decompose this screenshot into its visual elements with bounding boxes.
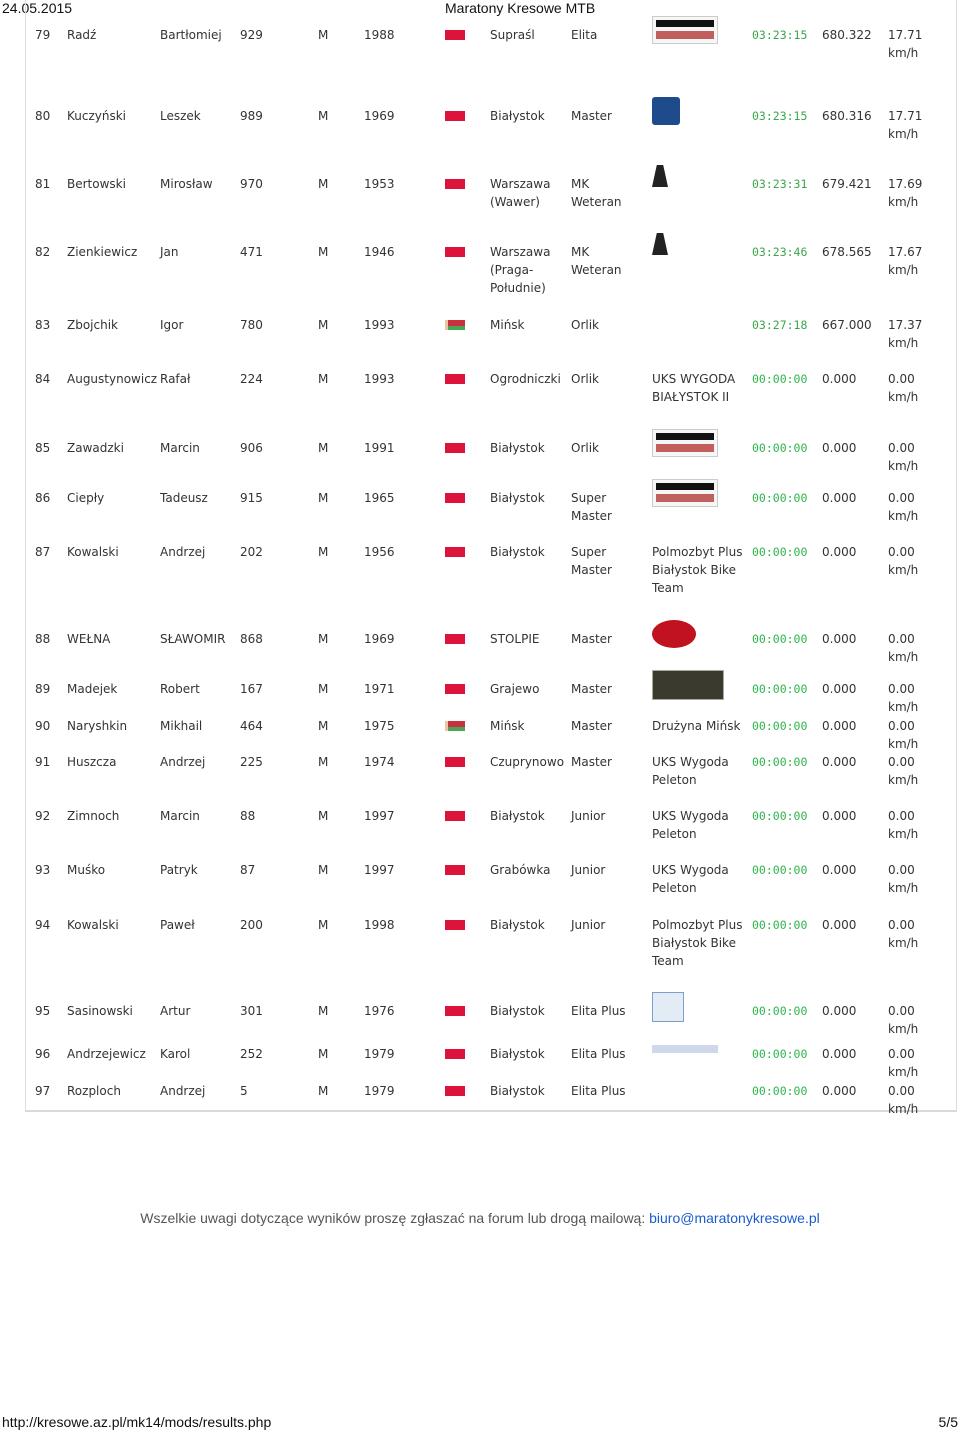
sprint-sbr-bank-logo <box>652 429 718 457</box>
position-cell: 93 <box>35 863 51 877</box>
country-flag-cell <box>445 757 465 767</box>
last-name-cell: Kowalski <box>67 918 119 932</box>
avg-speed-cell: 0.00 km/h <box>888 918 919 950</box>
birth-year-cell: 1976 <box>364 1004 395 1018</box>
points-cell: 0.000 <box>822 441 857 455</box>
finish-time-cell: 00:00:00 <box>752 1047 808 1061</box>
bib-number-cell: 906 <box>240 441 263 455</box>
birth-year-cell: 1993 <box>364 372 395 386</box>
finish-time-cell: 00:00:00 <box>752 863 808 877</box>
finish-time-cell: 03:23:15 <box>752 109 808 123</box>
obst-logo <box>652 620 696 648</box>
points-cell: 0.000 <box>822 1004 857 1018</box>
avg-speed-cell: 0.00 km/h <box>888 863 919 895</box>
last-name-cell: Kowalski <box>67 545 119 559</box>
country-flag-cell <box>445 811 465 821</box>
first-name-cell: Rafał <box>160 372 191 386</box>
position-cell: 84 <box>35 372 51 386</box>
bib-number-cell: 225 <box>240 755 263 769</box>
first-name-cell: SŁAWOMIR <box>160 632 226 646</box>
sex-cell: M <box>318 109 329 123</box>
points-cell: 0.000 <box>822 1084 857 1098</box>
olympic-sport-romet-logo <box>652 1045 718 1053</box>
team-logo-cell <box>652 620 696 648</box>
finish-time-cell: 03:23:15 <box>752 28 808 42</box>
finish-time-cell: 00:00:00 <box>752 1004 808 1018</box>
birth-year-cell: 1969 <box>364 632 395 646</box>
points-cell: 680.322 <box>822 28 872 42</box>
country-flag-cell <box>445 920 465 930</box>
first-name-cell: Tadeusz <box>160 491 208 505</box>
birth-year-cell: 1988 <box>364 28 395 42</box>
poland-flag-icon <box>445 443 465 453</box>
team-cell: Drużyna Mińsk <box>652 719 741 733</box>
country-flag-cell <box>445 547 465 557</box>
team-cell: UKS Wygoda Peleton <box>652 809 729 841</box>
country-flag-cell <box>445 179 465 189</box>
sex-cell: M <box>318 28 329 42</box>
sex-cell: M <box>318 1004 329 1018</box>
country-flag-cell <box>445 493 465 503</box>
category-cell: MK Weteran <box>571 177 622 209</box>
bib-number-cell: 167 <box>240 682 263 696</box>
team-logo-cell <box>652 429 718 457</box>
team-logo-cell <box>652 992 684 1022</box>
last-name-cell: Muśko <box>67 863 106 877</box>
category-cell: Elita <box>571 28 598 42</box>
city-cell: STOLPIE <box>490 632 540 646</box>
country-flag-cell <box>445 721 465 731</box>
country-flag-cell <box>445 30 465 40</box>
points-cell: 0.000 <box>822 719 857 733</box>
position-cell: 97 <box>35 1084 51 1098</box>
points-cell: 679.421 <box>822 177 872 191</box>
team-cell: UKS Wygoda Peleton <box>652 755 729 787</box>
country-flag-cell <box>445 374 465 384</box>
bib-number-cell: 780 <box>240 318 263 332</box>
category-cell: Elita Plus <box>571 1004 626 1018</box>
category-cell: Master <box>571 109 612 123</box>
finish-time-cell: 03:23:31 <box>752 177 808 191</box>
position-cell: 96 <box>35 1047 51 1061</box>
print-title: Maratony Kresowe MTB <box>445 0 596 16</box>
avg-speed-cell: 17.71 km/h <box>888 109 923 141</box>
team-logo-cell <box>652 16 718 44</box>
position-cell: 95 <box>35 1004 51 1018</box>
first-name-cell: Marcin <box>160 809 200 823</box>
points-cell: 0.000 <box>822 755 857 769</box>
category-cell: Junior <box>571 809 606 823</box>
birth-year-cell: 1969 <box>364 109 395 123</box>
cyclist-logo <box>652 165 668 187</box>
team-logo-cell <box>652 479 718 507</box>
points-cell: 678.565 <box>822 245 872 259</box>
last-name-cell: Zbojchik <box>67 318 118 332</box>
city-cell: Białystok <box>490 1084 545 1098</box>
city-cell: Mińsk <box>490 719 525 733</box>
first-name-cell: Artur <box>160 1004 191 1018</box>
poland-flag-icon <box>445 493 465 503</box>
bib-number-cell: 471 <box>240 245 263 259</box>
birth-year-cell: 1956 <box>364 545 395 559</box>
first-name-cell: Robert <box>160 682 200 696</box>
sprint-sbr-bank-logo <box>652 16 718 44</box>
last-name-cell: Zienkiewicz <box>67 245 138 259</box>
team-cell: UKS WYGODA BIAŁYSTOK II <box>652 372 736 404</box>
position-cell: 88 <box>35 632 51 646</box>
finish-time-cell: 03:23:46 <box>752 245 808 259</box>
poland-flag-icon <box>445 179 465 189</box>
poland-flag-icon <box>445 1049 465 1059</box>
category-cell: Super Master <box>571 545 612 577</box>
last-name-cell: WEŁNA <box>67 632 111 646</box>
print-page-number: 5/5 <box>938 1414 958 1430</box>
finish-time-cell: 00:00:00 <box>752 918 808 932</box>
sex-cell: M <box>318 177 329 191</box>
points-cell: 0.000 <box>822 372 857 386</box>
sex-cell: M <box>318 755 329 769</box>
avg-speed-cell: 0.00 km/h <box>888 1047 919 1079</box>
finish-time-cell: 00:00:00 <box>752 809 808 823</box>
category-cell: Orlik <box>571 372 599 386</box>
position-cell: 82 <box>35 245 51 259</box>
city-cell: Warszawa (Wawer) <box>490 177 551 209</box>
sex-cell: M <box>318 918 329 932</box>
category-cell: Orlik <box>571 318 599 332</box>
points-cell: 0.000 <box>822 682 857 696</box>
print-date: 24.05.2015 <box>2 0 73 16</box>
last-name-cell: Zimnoch <box>67 809 120 823</box>
avg-speed-cell: 17.69 km/h <box>888 177 923 209</box>
print-url: http://kresowe.az.pl/mk14/mods/results.php <box>2 1414 272 1430</box>
gszr-logo <box>652 97 680 125</box>
poland-flag-icon <box>445 374 465 384</box>
team-cell: Polmozbyt Plus Białystok Bike Team <box>652 918 743 968</box>
position-cell: 92 <box>35 809 51 823</box>
sex-cell: M <box>318 809 329 823</box>
category-cell: Master <box>571 632 612 646</box>
birth-year-cell: 1953 <box>364 177 395 191</box>
category-cell: Super Master <box>571 491 612 523</box>
city-cell: Grajewo <box>490 682 540 696</box>
sprint-sbr-bank-logo <box>652 479 718 507</box>
avg-speed-cell: 0.00 km/h <box>888 809 919 841</box>
bib-number-cell: 252 <box>240 1047 263 1061</box>
first-name-cell: Karol <box>160 1047 191 1061</box>
sex-cell: M <box>318 372 329 386</box>
avg-speed-cell: 0.00 km/h <box>888 755 919 787</box>
points-cell: 0.000 <box>822 491 857 505</box>
birth-year-cell: 1974 <box>364 755 395 769</box>
team-logo-cell <box>652 1035 718 1053</box>
contact-email-link[interactable]: biuro@maratonykresowe.pl <box>649 1210 820 1226</box>
poland-flag-icon <box>445 30 465 40</box>
category-cell: Master <box>571 719 612 733</box>
position-cell: 94 <box>35 918 51 932</box>
bib-number-cell: 970 <box>240 177 263 191</box>
last-name-cell: Augustynowicz <box>67 372 158 386</box>
city-cell: Białystok <box>490 491 545 505</box>
sex-cell: M <box>318 632 329 646</box>
country-flag-cell <box>445 1049 465 1059</box>
finish-time-cell: 00:00:00 <box>752 755 808 769</box>
sex-cell: M <box>318 863 329 877</box>
position-cell: 81 <box>35 177 51 191</box>
birth-year-cell: 1991 <box>364 441 395 455</box>
sex-cell: M <box>318 682 329 696</box>
last-name-cell: Naryshkin <box>67 719 128 733</box>
cyclist-logo <box>652 233 668 255</box>
birth-year-cell: 1975 <box>364 719 395 733</box>
first-name-cell: Jan <box>160 245 179 259</box>
finish-time-cell: 00:00:00 <box>752 372 808 386</box>
last-name-cell: Kuczyński <box>67 109 127 123</box>
bib-number-cell: 5 <box>240 1084 248 1098</box>
city-cell: Białystok <box>490 918 545 932</box>
cersanit-logo <box>652 992 684 1022</box>
city-cell: Białystok <box>490 109 545 123</box>
city-cell: Mińsk <box>490 318 525 332</box>
country-flag-cell <box>445 247 465 257</box>
poland-flag-icon <box>445 1086 465 1096</box>
avg-speed-cell: 17.37 km/h <box>888 318 923 350</box>
bib-number-cell: 915 <box>240 491 263 505</box>
sex-cell: M <box>318 1047 329 1061</box>
poland-flag-icon <box>445 1006 465 1016</box>
birth-year-cell: 1965 <box>364 491 395 505</box>
first-name-cell: Igor <box>160 318 184 332</box>
sex-cell: M <box>318 318 329 332</box>
poland-flag-icon <box>445 684 465 694</box>
avg-speed-cell: 0.00 km/h <box>888 632 919 664</box>
last-name-cell: Sasinowski <box>67 1004 133 1018</box>
team-logo-cell <box>652 233 668 255</box>
bib-number-cell: 868 <box>240 632 263 646</box>
sex-cell: M <box>318 545 329 559</box>
birth-year-cell: 1946 <box>364 245 395 259</box>
country-flag-cell <box>445 1086 465 1096</box>
first-name-cell: Leszek <box>160 109 201 123</box>
first-name-cell: Bartłomiej <box>160 28 222 42</box>
country-flag-cell <box>445 865 465 875</box>
team-logo-cell <box>652 165 668 187</box>
bib-number-cell: 989 <box>240 109 263 123</box>
city-cell: Grabówka <box>490 863 551 877</box>
team-cell: Polmozbyt Plus Białystok Bike Team <box>652 545 743 595</box>
bib-number-cell: 224 <box>240 372 263 386</box>
points-cell: 0.000 <box>822 632 857 646</box>
last-name-cell: Radź <box>67 28 97 42</box>
city-cell: Czuprynowo <box>490 755 565 769</box>
birth-year-cell: 1979 <box>364 1084 395 1098</box>
position-cell: 90 <box>35 719 51 733</box>
bib-number-cell: 88 <box>240 809 256 823</box>
points-cell: 0.000 <box>822 863 857 877</box>
avg-speed-cell: 0.00 km/h <box>888 1004 919 1036</box>
last-name-cell: Madejek <box>67 682 118 696</box>
country-flag-cell <box>445 684 465 694</box>
finish-time-cell: 00:00:00 <box>752 682 808 696</box>
avg-speed-cell: 0.00 km/h <box>888 1084 919 1116</box>
team-logo-cell <box>652 670 724 700</box>
avg-speed-cell: 0.00 km/h <box>888 682 919 714</box>
sex-cell: M <box>318 719 329 733</box>
position-cell: 79 <box>35 28 51 42</box>
first-name-cell: Mikhail <box>160 719 203 733</box>
city-cell: Białystok <box>490 1047 545 1061</box>
last-name-cell: Ciepły <box>67 491 105 505</box>
city-cell: Białystok <box>490 809 545 823</box>
contact-note-text: Wszelkie uwagi dotyczące wyników proszę zgłaszać na forum lub drogą mailową: <box>140 1210 646 1226</box>
avg-speed-cell: 0.00 km/h <box>888 719 919 751</box>
points-cell: 0.000 <box>822 1047 857 1061</box>
last-name-cell: Rozploch <box>67 1084 121 1098</box>
bib-number-cell: 200 <box>240 918 263 932</box>
sex-cell: M <box>318 245 329 259</box>
category-cell: MK Weteran <box>571 245 622 277</box>
belarus-flag-icon <box>445 320 465 330</box>
country-flag-cell <box>445 320 465 330</box>
first-name-cell: Marcin <box>160 441 200 455</box>
avg-speed-cell: 0.00 km/h <box>888 441 919 473</box>
finish-time-cell: 00:00:00 <box>752 491 808 505</box>
birth-year-cell: 1997 <box>364 863 395 877</box>
finish-time-cell: 00:00:00 <box>752 632 808 646</box>
city-cell: Ogrodniczki <box>490 372 561 386</box>
city-cell: Białystok <box>490 545 545 559</box>
last-name-cell: Huszcza <box>67 755 117 769</box>
avg-speed-cell: 17.71 km/h <box>888 28 923 60</box>
country-flag-cell <box>445 111 465 121</box>
avg-speed-cell: 0.00 km/h <box>888 372 919 404</box>
position-cell: 91 <box>35 755 51 769</box>
finish-time-cell: 00:00:00 <box>752 441 808 455</box>
birth-year-cell: 1993 <box>364 318 395 332</box>
sex-cell: M <box>318 1084 329 1098</box>
position-cell: 89 <box>35 682 51 696</box>
birth-year-cell: 1997 <box>364 809 395 823</box>
avg-speed-cell: 0.00 km/h <box>888 545 919 577</box>
birth-year-cell: 1979 <box>364 1047 395 1061</box>
birth-year-cell: 1998 <box>364 918 395 932</box>
position-cell: 85 <box>35 441 51 455</box>
category-cell: Master <box>571 682 612 696</box>
poland-flag-icon <box>445 757 465 767</box>
first-name-cell: Paweł <box>160 918 195 932</box>
finish-time-cell: 00:00:00 <box>752 545 808 559</box>
country-flag-cell <box>445 634 465 644</box>
points-cell: 0.000 <box>822 918 857 932</box>
first-name-cell: Patryk <box>160 863 198 877</box>
team-logo-cell <box>652 97 680 125</box>
first-name-cell: Mirosław <box>160 177 213 191</box>
position-cell: 83 <box>35 318 51 332</box>
category-cell: Junior <box>571 863 606 877</box>
avg-speed-cell: 0.00 km/h <box>888 491 919 523</box>
category-cell: Elita Plus <box>571 1084 626 1098</box>
city-cell: Supraśl <box>490 28 535 42</box>
first-name-cell: Andrzej <box>160 545 206 559</box>
country-flag-cell <box>445 443 465 453</box>
belarus-flag-icon <box>445 721 465 731</box>
bib-number-cell: 202 <box>240 545 263 559</box>
category-cell: Junior <box>571 918 606 932</box>
poland-flag-icon <box>445 247 465 257</box>
last-name-cell: Zawadzki <box>67 441 124 455</box>
contact-note <box>0 1210 960 1226</box>
points-cell: 680.316 <box>822 109 872 123</box>
poland-flag-icon <box>445 811 465 821</box>
city-cell: Białystok <box>490 441 545 455</box>
category-cell: Master <box>571 755 612 769</box>
bib-number-cell: 464 <box>240 719 263 733</box>
position-cell: 87 <box>35 545 51 559</box>
avg-speed-cell: 17.67 km/h <box>888 245 923 277</box>
category-cell: Elita Plus <box>571 1047 626 1061</box>
poland-flag-icon <box>445 865 465 875</box>
last-name-cell: Andrzejewicz <box>67 1047 146 1061</box>
finish-time-cell: 00:00:00 <box>752 1084 808 1098</box>
city-cell: Białystok <box>490 1004 545 1018</box>
poland-flag-icon <box>445 547 465 557</box>
first-name-cell: Andrzej <box>160 755 206 769</box>
team-cell: UKS Wygoda Peleton <box>652 863 729 895</box>
country-flag-cell <box>445 1006 465 1016</box>
poland-flag-icon <box>445 634 465 644</box>
mtb-elk-prostki-logo <box>652 670 724 700</box>
finish-time-cell: 00:00:00 <box>752 719 808 733</box>
first-name-cell: Andrzej <box>160 1084 206 1098</box>
poland-flag-icon <box>445 920 465 930</box>
poland-flag-icon <box>445 111 465 121</box>
finish-time-cell: 03:27:18 <box>752 318 808 332</box>
points-cell: 0.000 <box>822 809 857 823</box>
bib-number-cell: 929 <box>240 28 263 42</box>
last-name-cell: Bertowski <box>67 177 126 191</box>
position-cell: 80 <box>35 109 51 123</box>
city-cell: Warszawa (Praga-Południe) <box>490 245 551 295</box>
sex-cell: M <box>318 441 329 455</box>
sex-cell: M <box>318 491 329 505</box>
points-cell: 0.000 <box>822 545 857 559</box>
bib-number-cell: 87 <box>240 863 256 877</box>
bib-number-cell: 301 <box>240 1004 263 1018</box>
points-cell: 667.000 <box>822 318 872 332</box>
category-cell: Orlik <box>571 441 599 455</box>
birth-year-cell: 1971 <box>364 682 395 696</box>
position-cell: 86 <box>35 491 51 505</box>
